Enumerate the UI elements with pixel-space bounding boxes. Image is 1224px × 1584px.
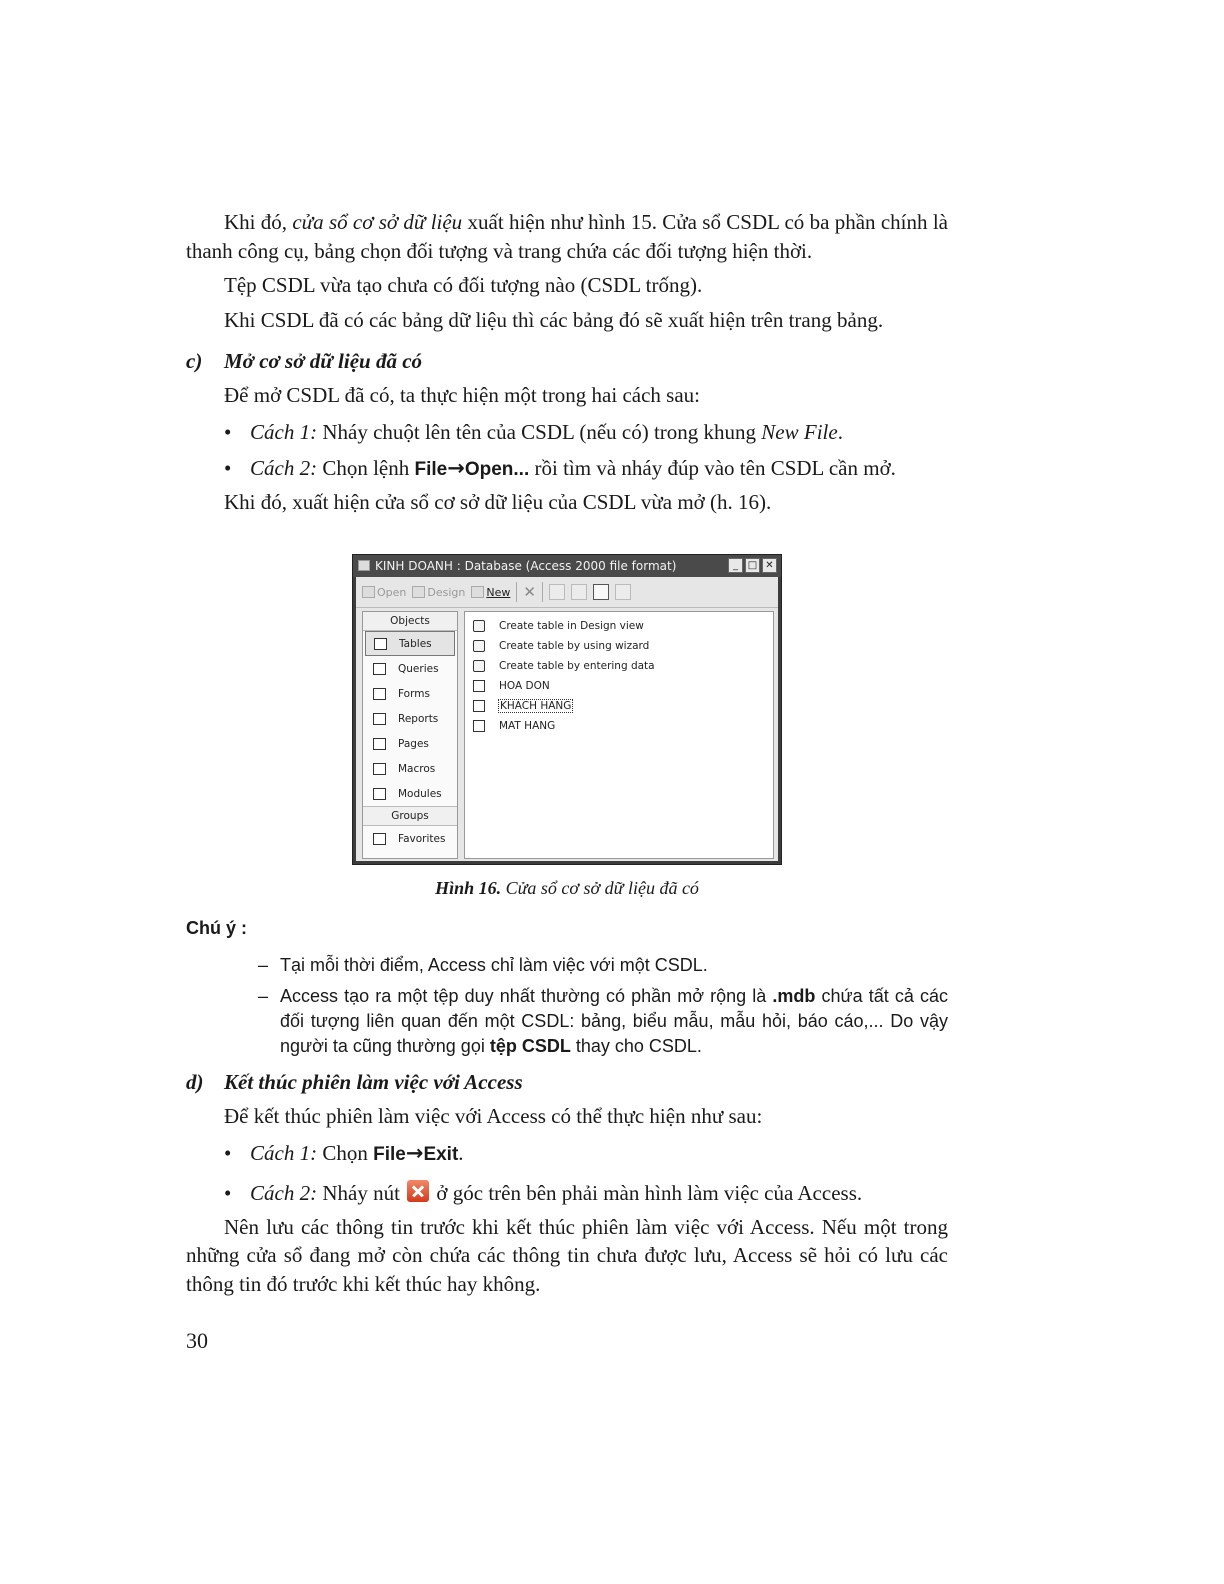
open-button[interactable]: Open: [362, 586, 406, 599]
object-tables[interactable]: Tables: [365, 631, 455, 656]
table-icon: [473, 700, 485, 712]
favorites-folder-icon: [373, 833, 386, 845]
form-icon: [373, 688, 386, 700]
list-item[interactable]: MAT HANG: [465, 716, 773, 736]
table-icon: [473, 720, 485, 732]
close-icon: [407, 1180, 429, 1202]
small-icons-view-button[interactable]: [571, 584, 587, 600]
groups-header[interactable]: Groups: [363, 806, 457, 826]
section-c-after: Khi đó, xuất hiện cửa sổ cơ sở dữ liệu của CSDL vừa mở (h. 16).: [224, 489, 772, 514]
objects-header[interactable]: Objects: [363, 612, 457, 631]
design-button[interactable]: Design: [412, 586, 465, 599]
object-reports[interactable]: Reports: [363, 706, 457, 731]
section-d-intro: Để kết thúc phiên làm việc với Access có thể thực hiện như sau:: [224, 1104, 763, 1128]
section-c-intro: Để mở CSDL đã có, ta thực hiện một trong hai cách sau:: [224, 383, 701, 407]
lower-text: [186, 1068, 948, 1298]
object-macros[interactable]: Macros: [363, 756, 457, 781]
list-item[interactable]: HOA DON: [465, 676, 773, 696]
section-c-way2: • Cách 2: Chọn lệnh File→Open... rồi tìm và nháy đúp vào tên CSDL cần mở.: [224, 454, 948, 484]
object-pages[interactable]: Pages: [363, 731, 457, 756]
paragraph-empty-db: Tệp CSDL vừa tạo chưa có đối tượng nào (CSDL trống).: [224, 273, 703, 297]
toolbar-separator: [516, 582, 517, 602]
close-button[interactable]: ✕: [762, 558, 777, 573]
macro-icon: [373, 763, 386, 775]
window-title-bar[interactable]: [353, 555, 781, 577]
list-item[interactable]: KHACH HANG: [465, 696, 773, 716]
list-item[interactable]: Create table by using wizard: [465, 636, 773, 656]
shortcut-icon: [473, 640, 485, 652]
design-icon: [412, 586, 425, 598]
note-title: Chú ý :: [186, 918, 247, 938]
table-icon: [374, 638, 387, 650]
details-view-button[interactable]: [615, 584, 631, 600]
paragraph-tables-appear: Khi CSDL đã có các bảng dữ liệu thì các bảng đó sẽ xuất hiện trên trang bảng.: [224, 307, 884, 332]
list-item[interactable]: Create table by entering data: [465, 656, 773, 676]
object-queries[interactable]: Queries: [363, 656, 457, 681]
maximize-button[interactable]: □: [745, 558, 760, 573]
report-icon: [373, 713, 386, 725]
window-body: [356, 577, 778, 861]
list-item[interactable]: Create table in Design view: [465, 616, 773, 636]
delete-icon[interactable]: ✕: [523, 583, 536, 601]
object-forms[interactable]: Forms: [363, 681, 457, 706]
section-d-closing: Nên lưu các thông tin trước khi kết thúc phiên làm việc với Access. Nếu một trong những cửa sổ đang mở còn chứa các thông tin chưa được lưu, Access sẽ hỏi có lưu các thông tin đó trước khi kết thúc hay không.: [186, 1214, 948, 1296]
objects-bar: [362, 611, 458, 859]
note-item: – Access tạo ra một tệp duy nhất thường có phần mở rộng là .mdb chứa tất cả các đối tượng liên quan đến một CSDL: bảng, biểu mẫu, mẫu hỏi, báo cáo,... Do vậy người ta cũng thường gọi tệp CSDL thay cho CSDL.: [258, 984, 948, 1059]
database-toolbar: [356, 577, 778, 608]
new-button[interactable]: New: [471, 586, 510, 599]
section-c-heading: c) Mở cơ sở dữ liệu đã có: [186, 349, 423, 373]
object-list: [464, 611, 774, 859]
page-icon: [373, 738, 386, 750]
minimize-button[interactable]: _: [728, 558, 743, 573]
object-modules[interactable]: Modules: [363, 781, 457, 806]
section-d-way1: • Cách 1: Chọn File→Exit.: [224, 1139, 948, 1169]
paragraph-window-intro: Khi đó, cửa sổ cơ sở dữ liệu xuất hiện như hình 15. Cửa sổ CSDL có ba phần chính là thanh công cụ, bảng chọn đối tượng và trang chứa các đối tượng hiện thời.: [186, 210, 948, 263]
module-icon: [373, 788, 386, 800]
figure-caption: Hình 16. Cửa sổ cơ sở dữ liệu đã có: [435, 878, 699, 898]
database-icon: [358, 560, 370, 571]
section-c-way1: • Cách 1: Nháy chuột lên tên của CSDL (nếu có) trong khung New File.: [224, 418, 948, 446]
large-icons-view-button[interactable]: [549, 584, 565, 600]
shortcut-icon: [473, 620, 485, 632]
upper-text: [186, 208, 948, 516]
table-icon: [473, 680, 485, 692]
window-controls: [728, 558, 777, 573]
section-d-way2: • Cách 2: Nháy nút ở góc trên bên phải màn hình làm việc của Access.: [224, 1179, 948, 1207]
note-item: – Tại mỗi thời điểm, Access chỉ làm việc với một CSDL.: [258, 953, 948, 978]
access-database-window: [352, 554, 782, 865]
window-title: KINH DOANH : Database (Access 2000 file format): [375, 559, 677, 573]
page-number: 30: [186, 1328, 208, 1353]
group-favorites[interactable]: Favorites: [363, 826, 457, 851]
open-icon: [362, 586, 375, 598]
new-icon: [471, 586, 484, 598]
section-d-heading: d) Kết thúc phiên làm việc với Access: [186, 1070, 523, 1094]
query-icon: [373, 663, 386, 675]
toolbar-separator: [542, 582, 543, 602]
note-box: [186, 918, 948, 1065]
list-view-button[interactable]: [593, 584, 609, 600]
shortcut-icon: [473, 660, 485, 672]
